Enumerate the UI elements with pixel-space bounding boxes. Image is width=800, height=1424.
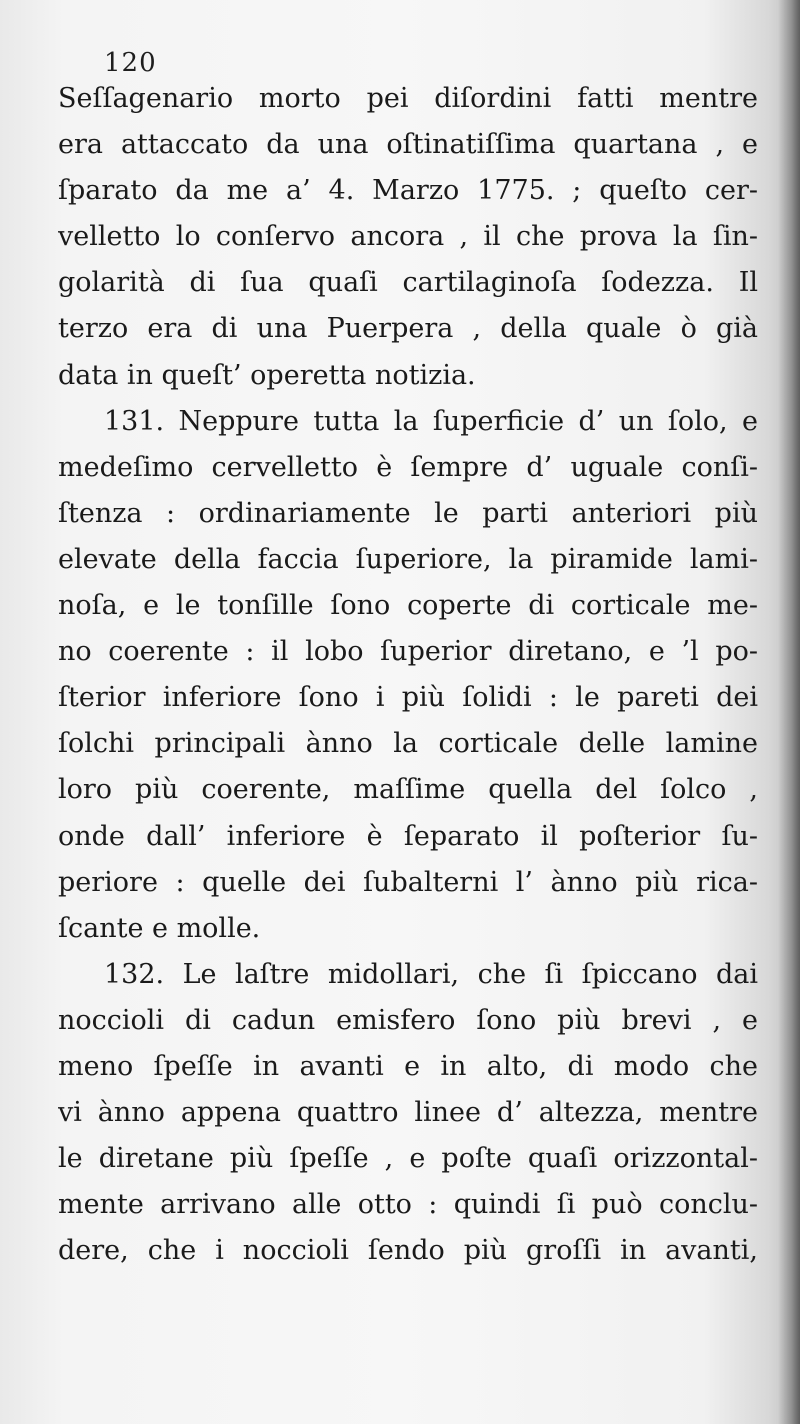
- text-line: noſa, e le tonſille ſono coperte di corticale me-: [58, 590, 758, 622]
- text-line: Seſſagenario morto pei diſordini fatti mentre: [58, 83, 758, 114]
- text-line: noccioli di cadun emisfero ſono più brevi , e: [58, 1004, 758, 1036]
- text-line: elevate della faccia ſuperiore, la piramide lami-: [58, 543, 758, 575]
- text-line: ſcante e molle.: [58, 912, 261, 944]
- text-line: loro più coerente, maſſime quella del ſolco ,: [58, 774, 758, 806]
- text-line: onde dall’ inferiore è ſeparato il poſterior ſu-: [58, 820, 758, 852]
- text-line: ſtenza : ordinariamente le parti anteriori più: [58, 497, 758, 529]
- text-line: periore : quelle dei ſubalterni l’ ànno più rica-: [58, 866, 758, 898]
- paragraph-132-start: 132. Le laſtre midollari, che ſi ſpiccano dai: [104, 958, 758, 990]
- paragraph-131-start: 131. Neppure tutta la ſuperficie d’ un ſolo, e: [104, 405, 758, 437]
- text-line: ſparato da me a’ 4. Marzo 1775. ; queſto cer-: [58, 175, 758, 207]
- body-text: [58, 76, 758, 1274]
- text-line: meno ſpeſſe in avanti e in alto, di modo che: [58, 1050, 758, 1082]
- text-line: era attaccato da una oſtinatiſſima quartana , e: [58, 129, 758, 161]
- text-line: dere, che i noccioli ſendo più groſſi in avanti,: [58, 1235, 758, 1267]
- text-line: data in queſt’ operetta notizia.: [58, 359, 476, 391]
- text-line: no coerente : il lobo ſuperior diretano, e ’l po-: [58, 636, 758, 668]
- text-line: ſterior inferiore ſono i più ſolidi : le pareti dei: [58, 682, 758, 714]
- page-edge-shadow: [778, 0, 800, 1424]
- page-number: 120: [104, 48, 157, 78]
- text-line: le diretane più ſpeſſe , e poſte quaſi orizzontal-: [58, 1143, 758, 1175]
- text-line: velletto lo conſervo ancora , il che prova la ſin-: [58, 221, 758, 253]
- text-line: golarità di ſua quaſi cartilaginoſa ſodezza. Il: [58, 267, 758, 299]
- text-line: ſolchi principali ànno la corticale delle lamine: [58, 728, 758, 760]
- text-line: terzo era di una Puerpera , della quale ò già: [58, 313, 758, 345]
- text-line: medeſimo cervelletto è ſempre d’ uguale conſi-: [58, 451, 758, 483]
- text-line: vi ànno appena quattro linee d’ altezza, mentre: [58, 1097, 758, 1129]
- text-line: mente arrivano alle otto : quindi ſi può conclu-: [58, 1189, 758, 1221]
